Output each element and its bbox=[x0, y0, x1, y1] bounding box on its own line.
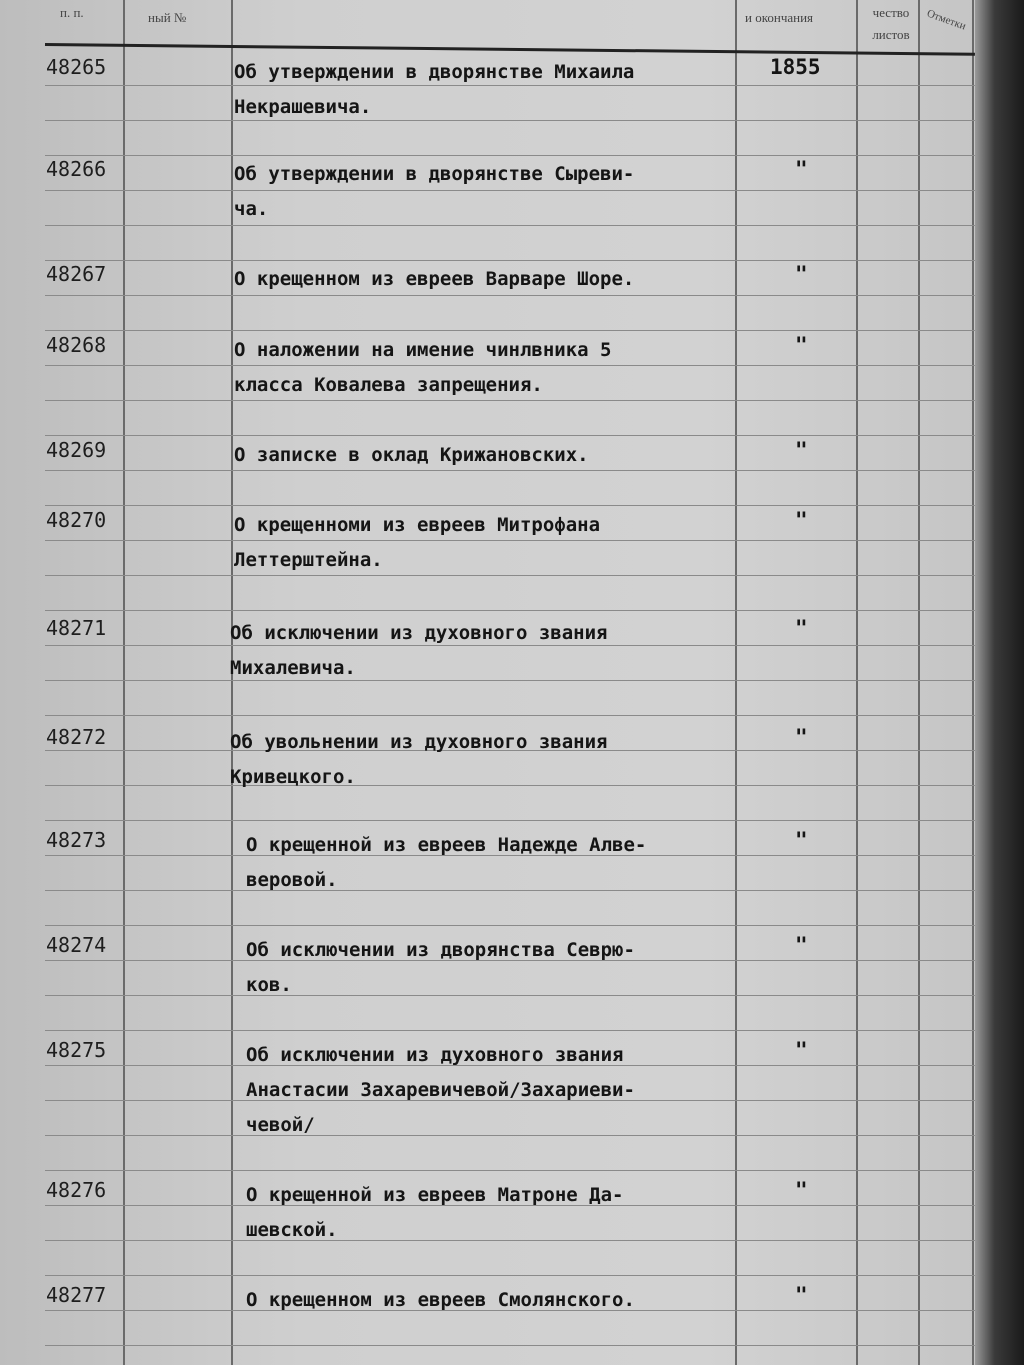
ruled-line bbox=[45, 610, 975, 611]
ruled-line bbox=[45, 1275, 975, 1276]
record-date: " bbox=[795, 157, 808, 181]
record-description: Об утверждении в дворянстве Михаила Некрашевича. bbox=[234, 61, 635, 118]
record-number: 48277 bbox=[46, 1283, 107, 1307]
record-description: О крещенной из евреев Надежде Алве- веровой. bbox=[246, 834, 647, 891]
ruled-line bbox=[45, 435, 975, 436]
record-date: " bbox=[795, 1038, 808, 1062]
ruled-line bbox=[45, 155, 975, 156]
page-edge-shadow bbox=[975, 0, 1024, 1365]
record-date: " bbox=[795, 1178, 808, 1202]
record-description: О записке в оклад Крижановских. bbox=[234, 444, 589, 466]
record-date: " bbox=[795, 616, 808, 640]
record-number: 48271 bbox=[46, 616, 107, 640]
header-num: п. п. bbox=[60, 5, 84, 20]
record-date: " bbox=[795, 933, 808, 957]
record-description: О крещенном из евреев Смолянского. bbox=[246, 1289, 635, 1311]
record-number: 48269 bbox=[46, 438, 107, 462]
record-description: Об утверждении в дворянстве Сыреви- ча. bbox=[234, 163, 635, 220]
record-description: Об исключении из духовного звания Анастасии Захаревичевой/Захариеви- чевой/ bbox=[246, 1044, 635, 1136]
record-date: " bbox=[795, 1283, 808, 1307]
ruled-line bbox=[45, 330, 975, 331]
column-divider bbox=[918, 0, 920, 1365]
ruled-line bbox=[45, 715, 975, 716]
column-divider bbox=[123, 0, 125, 1365]
record-number: 48270 bbox=[46, 508, 107, 532]
record-description: О наложении на имение чинлвника 5 класса Ковалева запрещения. bbox=[234, 339, 612, 396]
record-date: " bbox=[795, 333, 808, 357]
record-number: 48275 bbox=[46, 1038, 107, 1062]
record-description: Об исключении из дворянства Севрю- ков. bbox=[246, 939, 635, 996]
record-number: 48267 bbox=[46, 262, 107, 286]
header-dates: и окончания bbox=[745, 10, 814, 25]
record-number: 48273 bbox=[46, 828, 107, 852]
record-date: " bbox=[795, 438, 808, 462]
record-description: О крещенноми из евреев Митрофана Леттерштейна. bbox=[234, 514, 601, 571]
record-date: " bbox=[795, 828, 808, 852]
record-number: 48265 bbox=[46, 55, 107, 79]
ruled-line bbox=[45, 260, 975, 261]
record-date: " bbox=[795, 725, 808, 749]
ruled-line bbox=[45, 1345, 975, 1346]
ruled-line bbox=[45, 1030, 975, 1031]
ruled-line bbox=[45, 925, 975, 926]
record-date: " bbox=[795, 508, 808, 532]
record-number: 48272 bbox=[46, 725, 107, 749]
header-notes: Отметки bbox=[925, 7, 968, 33]
ruled-line bbox=[45, 820, 975, 821]
ruled-line bbox=[45, 505, 975, 506]
record-number: 48274 bbox=[46, 933, 107, 957]
column-divider bbox=[972, 0, 974, 1365]
ruled-line bbox=[45, 1170, 975, 1171]
header-count: чество листов bbox=[872, 5, 910, 42]
header-inventory: ный № bbox=[148, 10, 187, 25]
record-description: О крещенной из евреев Матроне Да- шевской. bbox=[246, 1184, 624, 1241]
record-number: 48266 bbox=[46, 157, 107, 181]
record-number: 48268 bbox=[46, 333, 107, 357]
record-date: " bbox=[795, 262, 808, 286]
column-divider bbox=[856, 0, 858, 1365]
record-date: 1855 bbox=[770, 55, 821, 79]
record-description: Об увольнении из духовного звания Кривецкого. bbox=[230, 731, 608, 788]
record-description: Об исключении из духовного звания Михалевича. bbox=[230, 622, 608, 679]
record-description: О крещенном из евреев Варваре Шоре. bbox=[234, 268, 635, 290]
record-number: 48276 bbox=[46, 1178, 107, 1202]
